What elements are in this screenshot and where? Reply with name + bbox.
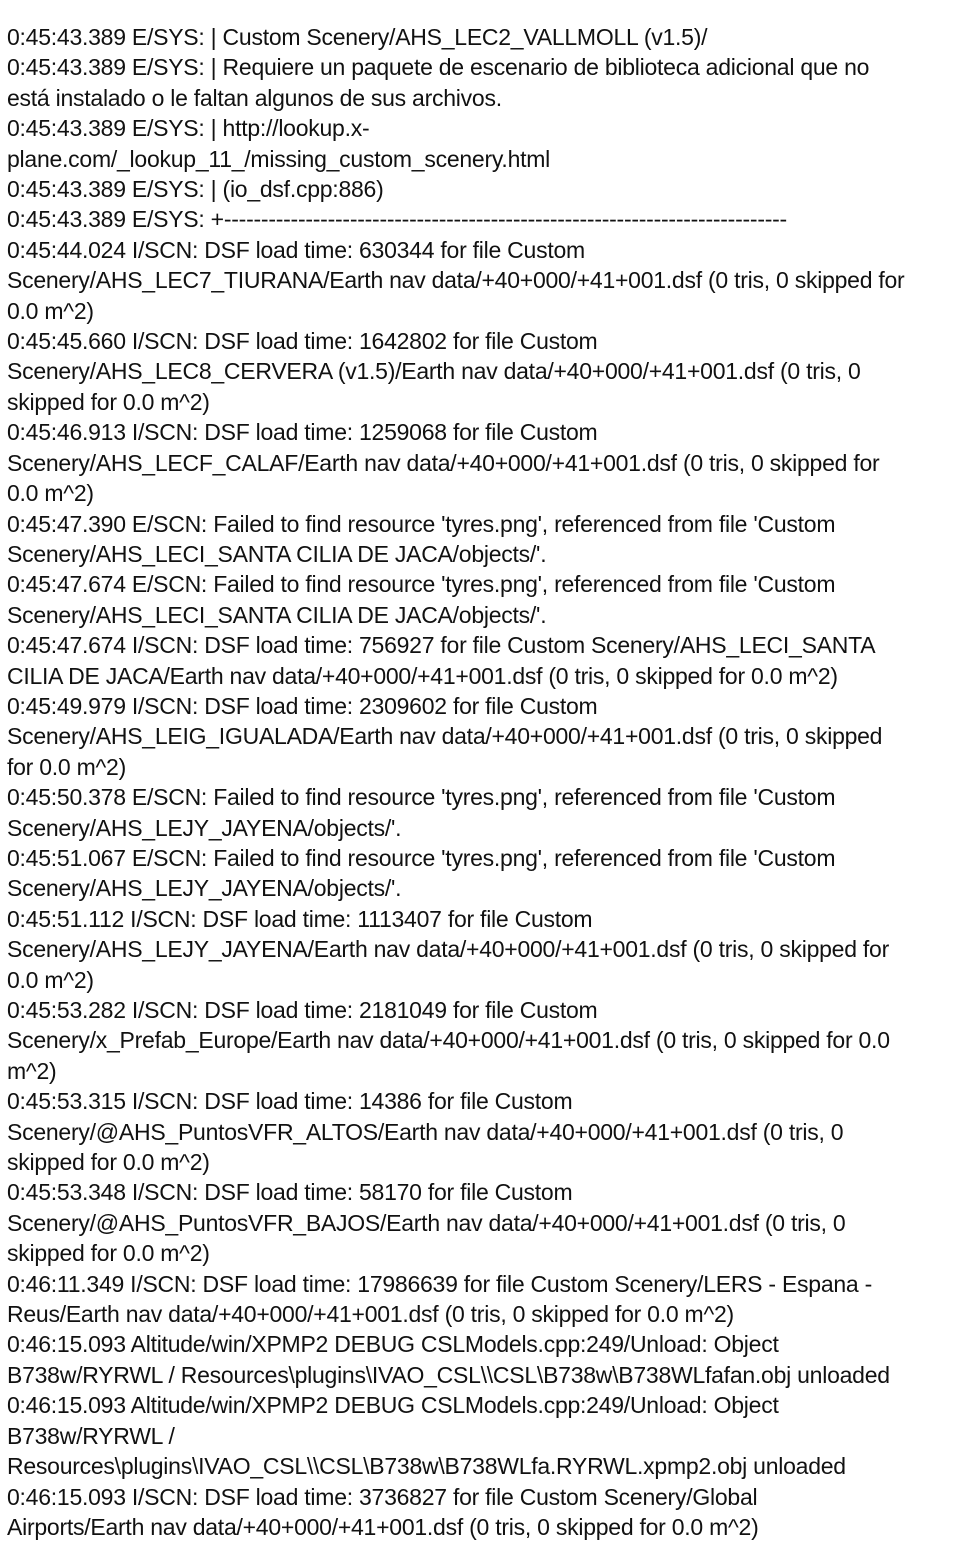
log-line: 0:46:15.093 Altitude/win/XPMP2 DEBUG CSLModels.cpp:249/Unload: Object B738w/RYRWL / Resources\plugins\IVAO_CSL\\CSL\B738w\B738WLfa.RYRWL.xpmp2.obj unloaded: [7, 1392, 846, 1480]
log-line: 0:45:43.389 E/SYS: +----------------------------------------------------------------------------: [7, 206, 787, 233]
log-line: 0:45:45.660 I/SCN: DSF load time: 1642802 for file Custom Scenery/AHS_LEC8_CERVERA (v1.5)/Earth nav data/+40+000/+41+001.dsf (0 tris, 0 skipped for 0.0 m^2): [7, 328, 861, 415]
log-line: 0:45:50.378 E/SCN: Failed to find resource 'tyres.png', referenced from file 'Custom Scenery/AHS_LEJY_JAYENA/objects/'.: [7, 784, 836, 841]
log-line: 0:45:44.024 I/SCN: DSF load time: 630344 for file Custom Scenery/AHS_LEC7_TIURANA/Earth nav data/+40+000/+41+001.dsf (0 tris, 0 skipped for 0.0 m^2): [7, 236, 905, 324]
log-line: 0:45:47.674 E/SCN: Failed to find resource 'tyres.png', referenced from file 'Custom Scenery/AHS_LECI_SANTA CILIA DE JACA/objects/'.: [7, 571, 836, 628]
log-line: 0:45:43.389 E/SYS: | Requiere un paquete de escenario de biblioteca adicional que no está instalado o le faltan algunos de sus archivos.: [7, 54, 870, 111]
log-line: 0:45:53.315 I/SCN: DSF load time: 14386 for file Custom Scenery/@AHS_PuntosVFR_ALTOS/Earth nav data/+40+000/+41+001.dsf (0 tris, 0 skipped for 0.0 m^2): [7, 1088, 844, 1176]
log-line: 0:45:53.348 I/SCN: DSF load time: 58170 for file Custom Scenery/@AHS_PuntosVFR_BAJOS/Earth nav data/+40+000/+41+001.dsf (0 tris, 0 skipped for 0.0 m^2): [7, 1179, 846, 1267]
log-line: 0:46:11.349 I/SCN: DSF load time: 17986639 for file Custom Scenery/LERS - Espana - Reus/Earth nav data/+40+000/+41+001.dsf (0 tris, 0 skipped for 0.0 m^2): [7, 1270, 873, 1328]
log-line: 0:45:53.282 I/SCN: DSF load time: 2181049 for file Custom Scenery/x_Prefab_Europe/Earth nav data/+40+000/+41+001.dsf (0 tris, 0 skipped for 0.0 m^2): [7, 997, 890, 1084]
log-line: 0:46:15.093 I/SCN: DSF load time: 3736827 for file Custom Scenery/Global Airports/Earth nav data/+40+000/+41+001.dsf (0 tris, 0 skipped for 0.0 m^2): [7, 1483, 759, 1540]
log-line: 0:45:51.067 E/SCN: Failed to find resource 'tyres.png', referenced from file 'Custom Scenery/AHS_LEJY_JAYENA/objects/'.: [7, 844, 836, 902]
log-text-view[interactable]: [7, 22, 942, 1542]
log-line: 0:45:46.913 I/SCN: DSF load time: 1259068 for file Custom Scenery/AHS_LECF_CALAF/Earth nav data/+40+000/+41+001.dsf (0 tris, 0 skipped for 0.0 m^2): [7, 419, 880, 507]
log-line: 0:45:43.389 E/SYS: | (io_dsf.cpp:886): [7, 176, 384, 203]
log-line: 0:46:15.093 Altitude/win/XPMP2 DEBUG CSLModels.cpp:249/Unload: Object B738w/RYRWL / Resources\plugins\IVAO_CSL\\CSL\B738w\B738WLfafan.obj unloaded: [7, 1331, 890, 1388]
log-line: 0:45:43.389 E/SYS: | Custom Scenery/AHS_LEC2_VALLMOLL (v1.5)/: [7, 24, 708, 50]
log-line: 0:45:47.674 I/SCN: DSF load time: 756927 for file Custom Scenery/AHS_LECI_SANTA CILIA DE JACA/Earth nav data/+40+000/+41+001.dsf (0 tris, 0 skipped for 0.0 m^2): [7, 632, 876, 689]
log-line: 0:45:43.389 E/SYS: | http://lookup.x- plane.com/_lookup_11_/missing_custom_scenery.html: [7, 115, 551, 172]
log-line: 0:45:47.390 E/SCN: Failed to find resource 'tyres.png', referenced from file 'Custom Scenery/AHS_LECI_SANTA CILIA DE JACA/objects/'.: [7, 510, 836, 567]
log-line: 0:45:49.979 I/SCN: DSF load time: 2309602 for file Custom Scenery/AHS_LEIG_IGUALADA/Earth nav data/+40+000/+41+001.dsf (0 tris, 0 skipped for 0.0 m^2): [7, 692, 883, 780]
log-line: 0:45:51.112 I/SCN: DSF load time: 1113407 for file Custom Scenery/AHS_LEJY_JAYENA/Earth nav data/+40+000/+41+001.dsf (0 tris, 0 skipped for 0.0 m^2): [7, 905, 889, 993]
